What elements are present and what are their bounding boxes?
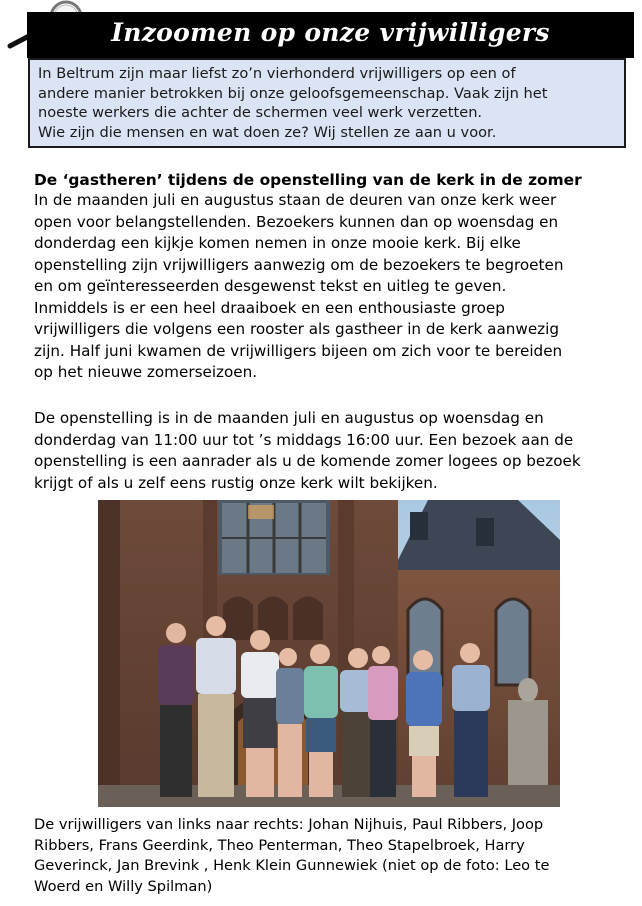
intro-box (28, 58, 626, 148)
text-line: en om geïnteresseerden desgewenst tekst en uitleg te geven. (34, 277, 507, 295)
text-line: In de maanden juli en augustus staan de deuren van onze kerk weer (34, 191, 557, 209)
article-paragraph-1 (34, 190, 634, 384)
text-line: krijgt of als u zelf eens rustig onze kerk wilt bekijken. (34, 473, 438, 492)
text-line: zijn. Half juni kwamen de vrijwilligers bijeen om zich voor te bereiden (34, 341, 563, 360)
intro-line: noeste werkers die achter de schermen veel werk verzetten. (38, 104, 483, 122)
page-title: Inzoomen op onze vrijwilligers (111, 18, 550, 47)
caption-line: Woerd en Willy Spilman) (34, 877, 213, 895)
intro-line: andere manier betrokken bij onze geloofsgemeenschap. Vaak zijn het (38, 84, 548, 102)
text-line: donderdag van 11:00 uur tot ’s middags 16:00 uur. Een bezoek aan de (34, 430, 574, 449)
caption-line: De vrijwilligers van links naar rechts: Johan Nijhuis, Paul Ribbers, Joop (34, 816, 544, 833)
text-line: open voor belangstellenden. Bezoekers kunnen dan op woensdag en (34, 212, 559, 231)
text-line: Inmiddels is er een heel draaiboek en een enthousiaste groep (34, 298, 505, 317)
text-line: donderdag een kijkje komen nemen in onze mooie kerk. Bij elke (34, 234, 521, 252)
photo-caption (34, 815, 639, 897)
text-line: openstelling zijn vrijwilligers aanwezig om de bezoekers te begroeten (34, 255, 564, 274)
intro-line: In Beltrum zijn maar liefst zo’n vierhonderd vrijwilligers op een of (38, 65, 516, 82)
text-line: op het nieuwe zomerseizoen. (34, 363, 258, 381)
group-photo (98, 500, 560, 807)
title-banner (27, 12, 634, 58)
caption-line: Ribbers, Frans Geerdink, Theo Penterman, Theo Stapelbroek, Harry (34, 836, 525, 854)
text-line: vrijwilligers die volgens een rooster als gastheer in de kerk aanwezig (34, 320, 559, 338)
caption-line: Geverinck, Jan Brevink , Henk Klein Gunnewiek (niet op de foto: Leo te (34, 857, 550, 874)
article-paragraph-2 (34, 408, 634, 494)
text-line: openstelling is een aanrader als u de komende zomer logees op bezoek (34, 452, 581, 470)
section-heading: De ‘gastheren’ tijdens de openstelling van de kerk in de zomer (34, 171, 582, 189)
intro-line: Wie zijn die mensen en wat doen ze? Wij stellen ze aan u voor. (38, 123, 497, 141)
text-line: De openstelling is in de maanden juli en augustus op woensdag en (34, 409, 544, 427)
